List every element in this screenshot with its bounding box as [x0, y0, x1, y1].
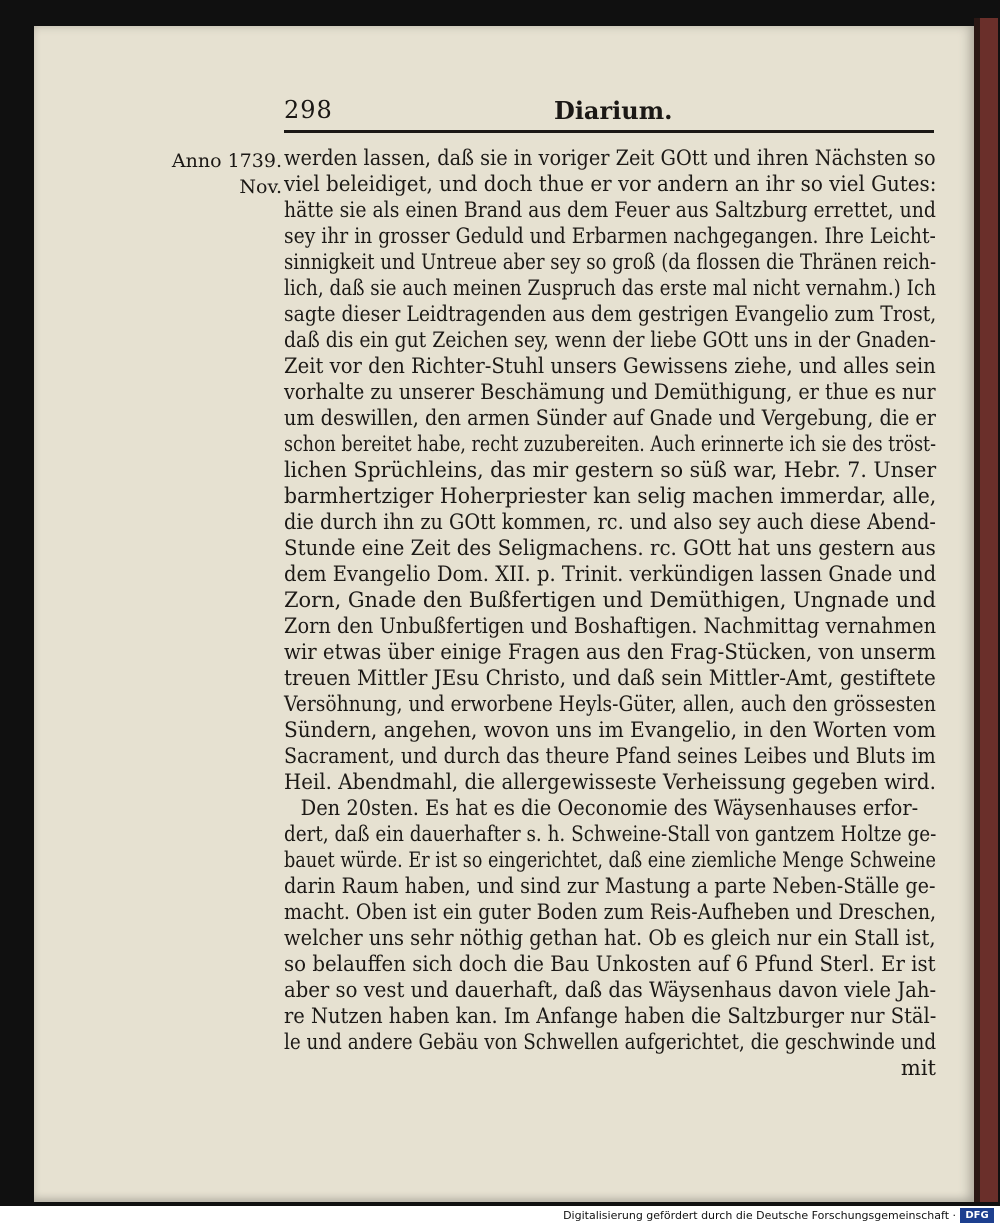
- footer-bar: [0, 1206, 1000, 1226]
- text-line: so belauffen sich doch die Bau Unkosten auf 6 Pfund Sterl. Er ist: [284, 952, 936, 976]
- text-line: aber so vest und dauerhaft, daß das Wäysenhaus davon viele Jah-: [284, 978, 937, 1002]
- text-line: welcher uns sehr nöthig gethan hat. Ob es gleich nur ein Stall ist,: [284, 926, 936, 950]
- text-line: lichen Sprüchleins, das mir gestern so süß war, Hebr. 7. Unser: [284, 458, 937, 482]
- dfg-logo: DFG: [960, 1208, 994, 1223]
- page-number: 298: [284, 96, 333, 124]
- book-edge: [974, 18, 998, 1202]
- text-line: bauet würde. Er ist so eingerichtet, daß eine ziemliche Menge Schweine: [284, 848, 936, 872]
- text-line: sey ihr in grosser Geduld und Erbarmen nachgegangen. Ihre Leicht-: [284, 224, 936, 248]
- text-line: Zeit vor den Richter-Stuhl unsers Gewissens ziehe, und alles sein: [284, 354, 936, 378]
- text-line: Stunde eine Zeit des Seligmachens. rc. GOtt hat uns gestern aus: [284, 536, 936, 560]
- text-line: daß dis ein gut Zeichen sey, wenn der liebe GOtt uns in der Gnaden-: [284, 328, 936, 352]
- text-line: vorhalte zu unserer Beschämung und Demüthigung, er thue es nur: [284, 380, 936, 404]
- running-title: Diarium.: [554, 96, 673, 125]
- text-line: sinnigkeit und Untreue aber sey so groß (da flossen die Thränen reich-: [284, 250, 937, 274]
- text-line: Den 20sten. Es hat es die Oeconomie des Wäysenhauses erfor-: [300, 796, 919, 820]
- body-text: [284, 145, 936, 1081]
- text-line: sagte dieser Leidtragenden aus dem gestrigen Evangelio zum Trost,: [284, 302, 937, 326]
- page-header: [284, 96, 934, 128]
- text-line: Versöhnung, und erworbene Heyls-Güter, allen, auch den grössesten: [284, 692, 936, 716]
- text-line: re Nutzen haben kan. Im Anfange haben die Saltzburger nur Stäl-: [284, 1004, 937, 1028]
- text-line: barmhertziger Hoherpriester kan selig machen immerdar, alle,: [284, 484, 937, 508]
- text-line: schon bereitet habe, recht zuzubereiten. Auch erinnerte ich sie des tröst-: [284, 432, 936, 456]
- text-line: viel beleidiget, und doch thue er vor andern an ihr so viel Gutes:: [284, 172, 937, 196]
- text-line: Zorn, Gnade den Bußfertigen und Demüthigen, Ungnade und: [284, 588, 937, 612]
- text-line: wir etwas über einige Fragen aus den Frag-Stücken, von unserm: [284, 640, 936, 664]
- text-line: um deswillen, den armen Sünder auf Gnade und Vergebung, die er: [284, 406, 936, 430]
- margin-note: [170, 148, 282, 200]
- text-line: lich, daß sie auch meinen Zuspruch das erste mal nicht vernahm.) Ich: [284, 276, 937, 300]
- text-line: macht. Oben ist ein guter Boden zum Reis-Aufheben und Dreschen,: [284, 900, 937, 924]
- text-line: treuen Mittler JEsu Christo, und daß sein Mittler-Amt, gestiftete: [284, 666, 936, 690]
- footer-credit: Digitalisierung gefördert durch die Deutsche Forschungsgemeinschaft ·: [563, 1209, 956, 1222]
- text-line: die durch ihn zu GOtt kommen, rc. und also sey auch diese Abend-: [284, 510, 936, 534]
- text-line: le und andere Gebäu von Schwellen aufgerichtet, die geschwinde und: [284, 1030, 937, 1054]
- text-line: dem Evangelio Dom. XII. p. Trinit. verkündigen lassen Gnade und: [284, 562, 937, 586]
- text-line: dert, daß ein dauerhafter s. h. Schweine-Stall von gantzem Holtze ge-: [284, 822, 937, 846]
- catchword: mit: [900, 1056, 936, 1080]
- text-line: Heil. Abendmahl, die allergewisseste Verheissung gegeben wird.: [284, 770, 936, 794]
- text-line: hätte sie als einen Brand aus dem Feuer aus Saltzburg errettet, und: [284, 198, 936, 222]
- text-line: Zorn den Unbußfertigen und Boshaftigen. Nachmittag vernahmen: [284, 614, 937, 638]
- text-line: Sacrament, und durch das theure Pfand seines Leibes und Bluts im: [284, 744, 936, 768]
- text-line: darin Raum haben, und sind zur Mastung a parte Neben-Ställe ge-: [284, 874, 936, 898]
- text-line: Sündern, angehen, wovon uns im Evangelio, in den Worten vom: [284, 718, 936, 742]
- text-line: werden lassen, daß sie in voriger Zeit GOtt und ihren Nächsten so: [284, 146, 936, 170]
- header-rule: [284, 130, 934, 133]
- margin-month: Nov.: [239, 176, 282, 198]
- margin-year: Anno 1739.: [171, 150, 282, 172]
